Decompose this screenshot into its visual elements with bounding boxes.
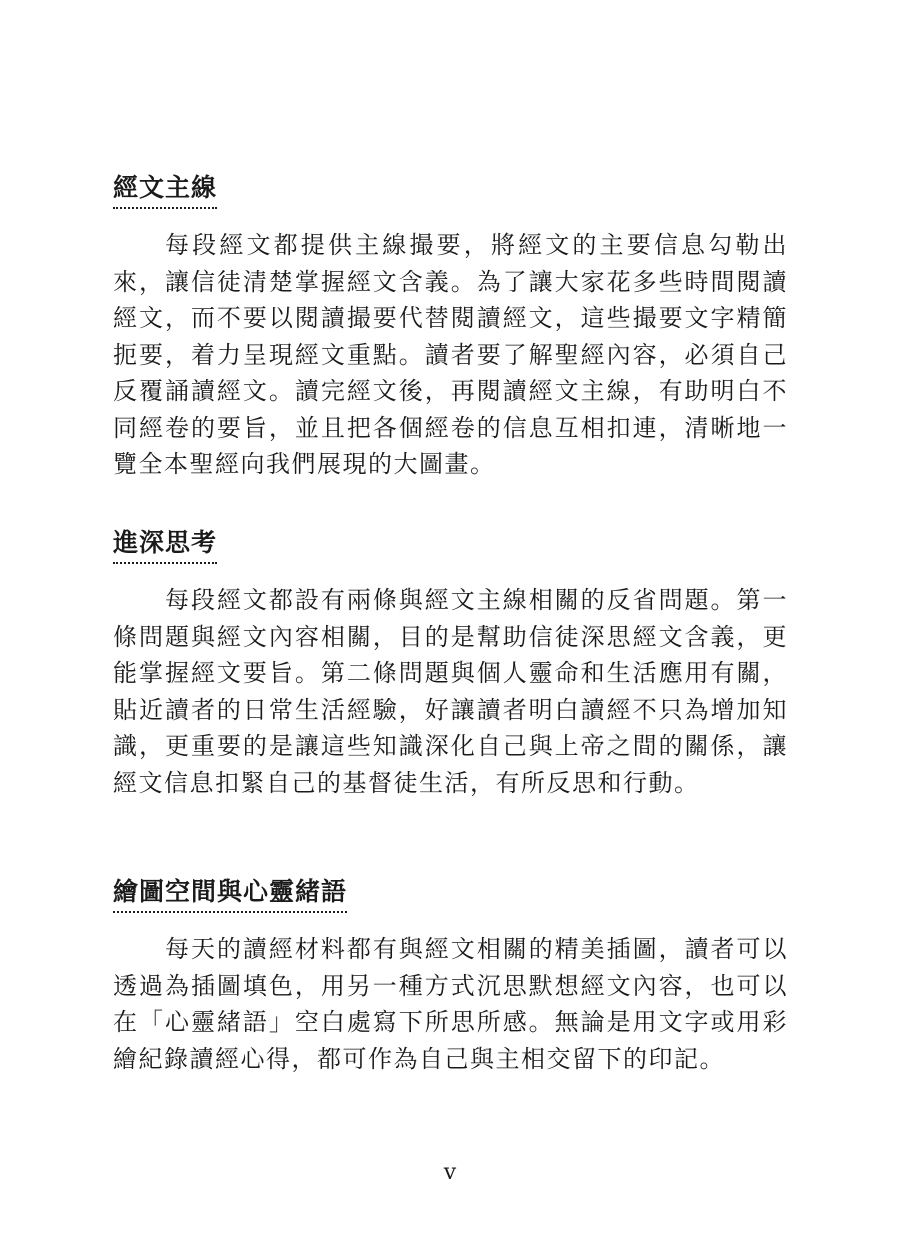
section-heading: 進深思考 bbox=[113, 527, 217, 564]
section-heading: 經文主線 bbox=[113, 172, 217, 209]
page-number: v bbox=[443, 1160, 457, 1185]
section-drawing-space bbox=[113, 876, 788, 1077]
section-main-thread bbox=[113, 172, 788, 483]
section-paragraph: 每段經文都設有兩條與經文主線相關的反省問題。第一條問題與經文內容相關，目的是幫助信徒深思經文含義，更能掌握經文要旨。第二條問題與個人靈命和生活應用有關，貼近讀者的日常生活經驗，好讓讀者明白讀經不只為增加知識，更重要的是讓這些知識深化自己與上帝之間的關係，讓經文信息扣緊自己的基督徒生活，有所反思和行動。 bbox=[113, 586, 788, 797]
section-deeper-reflection bbox=[113, 527, 788, 801]
section-paragraph: 每段經文都提供主線撮要，將經文的主要信息勾勒出來，讓信徒清楚掌握經文含義。為了讓大家花多些時間閱讀經文，而不要以閱讀撮要代替閱讀經文，這些撮要文字精簡扼要，着力呈現經文重點。讀者要了解聖經內容，必須自己反覆誦讀經文。讀完經文後，再閱讀經文主線，有助明白不同經卷的要旨，並且把各個經卷的信息互相扣連，清晰地一覽全本聖經向我們展現的大圖畫。 bbox=[113, 231, 788, 478]
section-paragraph: 每天的讀經材料都有與經文相關的精美插圖，讀者可以透過為插圖填色，用另一種方式沉思默想經文內容，也可以在「心靈緒語」空白處寫下所思所感。無論是用文字或用彩繪紀錄讀經心得，都可作為自己與主相交留下的印記。 bbox=[113, 935, 788, 1073]
section-heading: 繪圖空間與心靈緒語 bbox=[113, 876, 347, 913]
